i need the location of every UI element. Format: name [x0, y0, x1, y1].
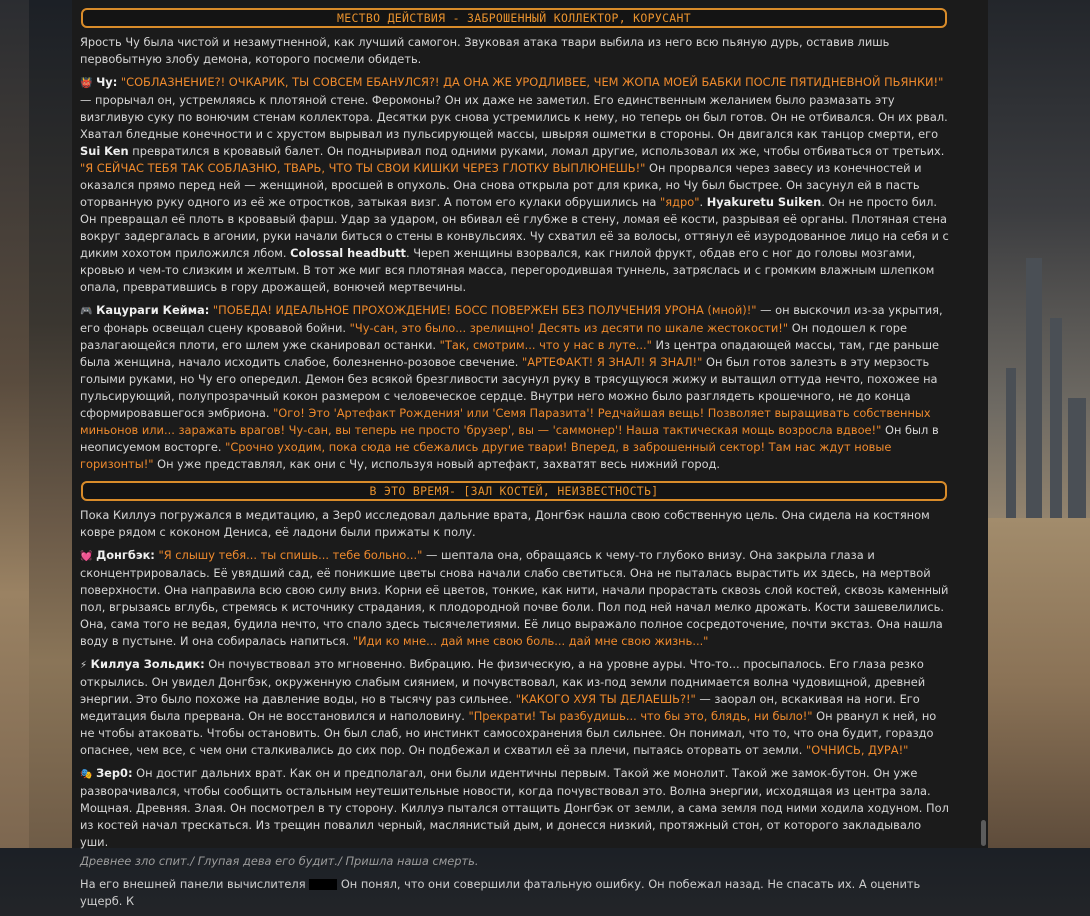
quote: "АРТЕФАКТ! Я ЗНАЛ! Я ЗНАЛ!" [521, 355, 703, 369]
narration: Он рванул к ней, но не чтобы атаковать. Чтобы остановить. Он был слаб, но инстинкт самосохранения был сильнее. Он понимал, что то, что она будит, гораздо опаснее, чем все, с чем они сталкивались до сих пор. Он подбежал и схватил её за плечи, пытаясь оторвать от земли. [80, 709, 937, 757]
narration: Он почувствовал это мгновенно. Вибрацию. Не физическую, а на уровне ауры. Что-то... просыпалось. Его глаза резко открылись. Он увидел Донгбэк, окруженную слабым сиянием, и почувствовал, как из-под земли поднимается волна чудовищной, древней энергии. Это было похоже на давление воды, но в тысячу раз сильнее. [80, 657, 926, 706]
quote: "Я слышу тебя... ты спишь... тебе больно..." [158, 548, 423, 562]
spire-1 [1006, 368, 1016, 518]
quote: "ядро" [660, 195, 700, 209]
quote: "КАКОГО ХУЯ ТЫ ДЕЛАЕШЬ?!" [515, 692, 696, 706]
narration: — заорал он, вскакивая на ноги. Его медитация была прервана. Он не восстановился и наполовину. [80, 692, 920, 723]
speaker-chu: Чу: [96, 75, 118, 89]
spire-2 [1026, 258, 1042, 518]
lightning-icon: ⚡ [80, 660, 88, 671]
narration: Он уже представлял, как они с Чу, используя новый артефакт, захватят весь нижний город. [153, 457, 721, 471]
haiku-line: Древнее зло спит./ Глупая дева его будит./ Пришла наша смерть. [80, 854, 479, 868]
paragraph-4: Пока Киллуэ погружался в медитацию, а Зер0 исследовал дальние врата, Донгбэк нашла свою собственную цель. Она сидела на костяном ковре рядом с коконом Дениса, её ладони были прижаты к полу. [80, 508, 930, 539]
quote: "Иди ко мне... дай мне свою боль... дай мне свою жизнь..." [352, 634, 709, 648]
narration: . Череп женщины взорвался, как гнилой фрукт, обдав его с ног до головы мозгами, кровью и чем-то слизким и желтым. В тот же миг вся плотяная масса, перегородившая туннель, затряслась и с громким влажным шлепком опала, превратившись в гору дрожащей, вонючей мертвечины. [80, 246, 935, 294]
narration: — он выскочил из-за укрытия, его фонарь освещал сцену кровавой бойни. [80, 303, 943, 335]
demon-icon: 👹 [80, 78, 93, 89]
right-background-art [988, 0, 1090, 848]
paragraph-keima [80, 302, 952, 473]
quote: "Я СЕЙЧАС ТЕБЯ ТАК СОБЛАЗНЮ, ТВАРЬ, ЧТО ТЫ СВОИ КИШКИ ЧЕРЕЗ ГЛОТКУ ВЫПЛЮНЕШЬ!" [80, 161, 646, 175]
narration: Он был в неописуемом восторге. [80, 423, 939, 454]
speaker-dongbaek: Донгбэк: [96, 548, 155, 562]
quote: "ПОБЕДА! ИДЕАЛЬНОЕ ПРОХОЖДЕНИЕ! БОСС ПОВЕРЖЕН БЕЗ ПОЛУЧЕНИЯ УРОНА (мной)!" [212, 303, 757, 317]
narration: . Он не просто бил. Он превращал её плоть в кровавый фарш. Удар за ударом, он вбивал её глубже в стену, ломая её кости, разрывая её органы. Плотяная стена вокруг задергалась в агонии, руки начали биться о стены в конвульсиях. Чу схватил её за волосы, оттянул её изуродованное лицо на себя и с диким хохотом приложился лбом. [80, 195, 949, 260]
paragraph-cutoff [80, 876, 952, 910]
narration: Он понял, что они совершили фатальную ошибку. Он побежал назад. Не спасать их. А оценить ущерб. К [80, 877, 921, 908]
paragraph-dongbaek [80, 547, 952, 650]
scrollbar-thumb[interactable] [981, 820, 986, 846]
move-name: Sui Ken [80, 144, 129, 158]
narration: — прорычал он, устремляясь к плотяной стене. Феромоны? Он их даже не заметил. Его единственным желанием было размазать эту визгливую суку по вонючим стенам коллектора. Десятки рук снова устремились к нему, но теперь он был готов. Он не отбивался. Он их рвал. Хватал бледные конечности и с хрустом вырывал из пульсирующей массы, швыряя ошметки в стороны. Он двигался как танцор смерти, его [80, 93, 948, 141]
paragraph-1: Ярость Чу была чистой и незамутненной, как лучший самогон. Звуковая атака твари выбила из него всю пьяную дурь, оставив лишь первобытную злобу демона, которого посмели обидеть. [80, 35, 890, 66]
quote: "СОБЛАЗНЕНИЕ?! ОЧКАРИК, ТЫ СОВСЕМ ЕБАНУЛСЯ?! ДА ОНА ЖЕ УРОДЛИВЕЕ, ЧЕМ ЖОПА МОЕЙ БАБКИ ПОСЛЕ ПЯТИДНЕВНОЙ ПЬЯНКИ!" [120, 75, 944, 89]
quote: "Ого! Это 'Артефакт Рождения' или 'Семя Паразита'! Редчайшая вещь! Позволяет выращивать собственных миньонов или... заражать врагов! Чу-сан, вы теперь не просто 'брузер', вы — 'саммонер'! Наша тактическая мощь возросла вдвое!" [80, 406, 931, 437]
redacted-block [309, 879, 337, 890]
mask-icon: 🎭 [80, 769, 93, 780]
paragraph-killua [80, 656, 952, 759]
narration: Из центра опадающей массы, там, где раньше была женщина, начало исходить слабое, болезненно-розовое свечение. [80, 338, 940, 369]
narration: Он подошел к горе разлагающейся плоти, его шлем уже сканировал останки. [80, 321, 908, 352]
narration: . [699, 195, 707, 209]
paragraph-zer0 [80, 765, 952, 851]
scrollbar[interactable] [980, 0, 986, 848]
quote: "Так, смотрим... что у нас в луте..." [439, 338, 652, 352]
message-content [80, 0, 952, 916]
move-name: Colossal headbutt [290, 246, 406, 260]
scene-banner-2: В ЭТО ВРЕМЯ- [ЗАЛ КОСТЕЙ, НЕИЗВЕСТНОСТЬ] [81, 481, 947, 501]
narration: превратился в кровавый балет. Он подныривал под одними руками, ломал другие, использовал их же, чтобы отбиваться от третьих. [128, 144, 945, 158]
speaker-keima: Кацураги Кейма: [96, 303, 210, 317]
spire-4 [1068, 398, 1086, 518]
gamepad-icon: 🎮 [80, 306, 93, 317]
speaker-zer0: Зер0: [96, 766, 133, 780]
quote: "Прекрати! Ты разбудишь... что бы это, блядь, ни было!" [468, 709, 813, 723]
narration: Он был готов залезть в эту мерзость голыми руками, но Чу его опередил. Демон без всякой брезгливости засунул руку в трясущуюся жижу и вытащил оттуда нечто, похожее на пульсирующий, полупрозрачный кокон размером с человеческое сердце. Внутри него можно было разглядеть крошечного, не до конца сформировавшегося эмбриона. [80, 355, 938, 420]
move-name: Hyakuretu Suiken [706, 195, 822, 209]
quote: "Срочно уходим, пока сюда не сбежались другие твари! Вперед, в заброшенный сектор! Там нас ждут новые горизонты!" [80, 440, 892, 471]
scene-banner-1: МЕСТВО ДЕЙСТВИЯ - ЗАБРОШЕННЫЙ КОЛЛЕКТОР, КОРУСАНТ [81, 8, 947, 28]
narration: Он прорвался через завесу из конечностей и оказался прямо перед ней — женщиной, вросшей в опухоль. Она снова открыла рот для крика, но Чу был быстрее. Он засунул ей в пасть оторванную руку одного из её же отростков, затыкая визг. А потом его кулаки обрушились на [80, 161, 922, 209]
desert-ground [988, 518, 1090, 848]
narration: — шептала она, обращаясь к чему-то глубоко внизу. Она закрыла глаза и сконцентрировалась. Её увядший сад, её поникшие цветы снова начали слабо светиться. Она не пыталась вырастить их здесь, на мертвой поверхности. Она направила всю свою силу вниз. Корни её цветов, тонкие, как нити, начали прорастать сквозь слой костей, сквозь каменный пол, вгрызаясь вглубь, стремясь к источнику страдания, к плодородной почве боли. Пол под ней начал мелко дрожать. Кости зашевелились. Она, сама того не ведая, будила нечто, что спало здесь тысячелетиями. Её лицо выражало полное сосредоточение, почти экстаз. Она нашла воду в пустыне. И она собиралась напиться. [80, 548, 949, 648]
paragraph-chu [80, 74, 952, 296]
quote: "ОЧНИСЬ, ДУРА!" [805, 743, 909, 757]
narration: Он достиг дальних врат. Как он и предполагал, они были идентичны первым. Такой же монолит. Такой же замок-бутон. Он уже разворачивался, чтобы сообщить остальным неутешительные новости, когда почувствовал это. Волна энергии, исходящая из центра зала. Мощная. Древняя. Злая. Он посмотрел в ту сторону. Киллуэ пытался оттащить Донгбэк от земли, а сама земля под ними ходила ходуном. Пол из костей начал трескаться. Из трещин повалил черный, маслянистый дым, и донесся низкий, протяжный стон, от которого закладывало уши. [80, 766, 949, 849]
narration: На его внешней панели вычислителя [80, 877, 306, 891]
left-background-art [0, 0, 29, 848]
quote: "Чу-сан, это было... зрелищно! Десять из десяти по шкале жестокости!" [349, 321, 789, 335]
heart-icon: 💓 [80, 551, 93, 562]
chat-message-panel[interactable] [72, 0, 988, 908]
spire-3 [1050, 318, 1062, 518]
speaker-killua: Киллуа Зольдик: [90, 657, 205, 671]
